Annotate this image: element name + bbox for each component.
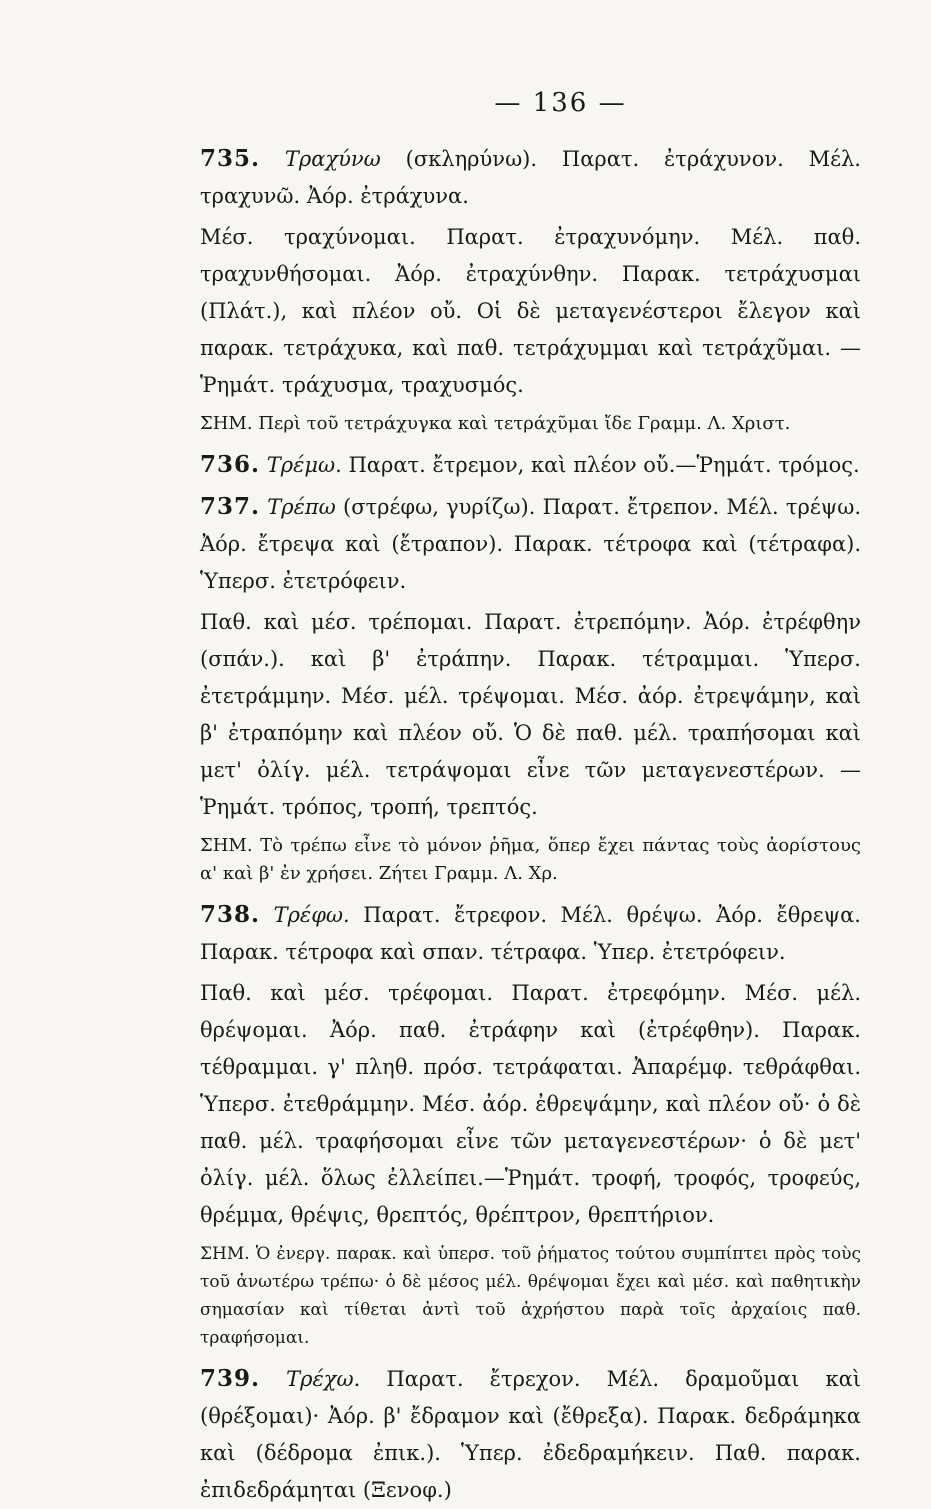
entry-paragraph: Παθ. καὶ μέσ. τρέφομαι. Παρατ. ἐτρεφόμην. Μέσ. μέλ. θρέψομαι. Ἀόρ. παθ. ἐτράφην καὶ (ἐτρέφθην). Παρακ. τέθραμμαι. γ' πληθ. πρόσ. τετράφαται. Ἀπαρέμφ. τεθράφθαι. Ὑπερσ. ἐτεθράμμην. Μέσ. ἀόρ. ἐθρεψάμην, καὶ πλέον οὔ· ὁ δὲ παθ. μέλ. τραφήσομαι εἶνε τῶν μεταγενεστέρων· ὁ δὲ μετ' ὀλίγ. μέλ. ὅλως ἐλλείπει.—Ῥημάτ. τροφή, τροφός, τροφεύς, θρέμμα, θρέψις, θρεπτός, θρέπτρον, θρεπτήριον. (200, 981, 861, 1227)
entry-number: 738. (200, 901, 261, 928)
entry-number: 735. (200, 145, 261, 172)
entry-headword: Τραχύνω (284, 147, 381, 171)
entry-736 (200, 446, 861, 484)
entry-739 (200, 1360, 861, 1509)
entry-number: 739. (200, 1365, 261, 1392)
entry-735 (200, 140, 861, 404)
entry-lead (200, 896, 861, 971)
entry-lead (200, 488, 861, 600)
entry-lead (200, 140, 861, 215)
page-number: — 136 — (494, 88, 627, 118)
entry-lead-text: Παρατ. ἔτρεχον. Μέλ. δραμοῦμαι καὶ (θρέξομαι)· Ἀόρ. β' ἔδραμον καὶ (ἔθρεξα). Παρακ. δεδράμηκα καὶ (δέδρομα ἐπικ.). Ὑπερ. ἐδεδραμήκειν. Παθ. παρακ. ἐπιδεδράμηται (Ξενοφ.) (200, 1367, 861, 1502)
entry-number: 736. (200, 451, 261, 478)
entry-number: 737. (200, 493, 261, 520)
note-735: ΣΗΜ. Περὶ τοῦ τετράχυγκα καὶ τετράχῦμαι ἴδε Γραμμ. Λ. Χριστ. (200, 413, 791, 434)
note-737: ΣΗΜ. Τὸ τρέπω εἶνε τὸ μόνον ῥῆμα, ὅπερ ἔχει πάντας τοὺς ἀορίστους α' καὶ β' ἐν χρήσει. Ζήτει Γραμμ. Λ. Χρ. (200, 835, 861, 884)
entry-paragraph: Παθ. καὶ μέσ. τρέπομαι. Παρατ. ἐτρεπόμην. Ἀόρ. ἐτρέφθην (σπάν.). καὶ β' ἐτράπην. Παρακ. τέτραμμαι. Ὑπερσ. ἐτετράμμην. Μέσ. μέλ. τρέψομαι. Μέσ. ἀόρ. ἐτρεψάμην, καὶ β' ἐτραπόμην καὶ πλέον οὔ. Ὁ δὲ παθ. μέλ. τραπήσομαι καὶ μετ' ὀλίγ. μέλ. τετράψομαι εἶνε τῶν μεταγενεστέρων. — Ῥημάτ. τρόπος, τροπή, τρεπτός. (200, 610, 861, 819)
entry-lead (200, 446, 861, 484)
entry-lead (200, 1360, 861, 1509)
entry-737 (200, 488, 861, 826)
entry-headword: Τρέφω. (273, 903, 350, 927)
entry-lead-text: Παρατ. ἔτρεμον, καὶ πλέον οὔ.—Ῥημάτ. τρόμος. (348, 453, 860, 477)
entry-paragraph: Μέσ. τραχύνομαι. Παρατ. ἐτραχυνόμην. Μέλ. παθ. τραχυνθήσομαι. Ἀόρ. ἐτραχύνθην. Παρακ. τετράχυσμαι (Πλάτ.), καὶ πλέον οὔ. Οἱ δὲ μεταγενέστεροι ἔλεγον καὶ παρακ. τετράχυκα, καὶ παθ. τετράχυμμαι καὶ τετράχῦμαι. — Ῥημάτ. τράχυσμα, τραχυσμός. (200, 225, 861, 397)
entry-lead-text: (στρέφω, γυρίζω). Παρατ. ἔτρεπον. Μέλ. τρέψω. Ἀόρ. ἔτρεψα καὶ (ἔτραπον). Παρακ. τέτροφα καὶ (τέτραφα). Ὑπερσ. ἐτετρόφειν. (200, 495, 861, 593)
entry-lead-text: Παρατ. ἔτρεφον. Μέλ. θρέψω. Ἀόρ. ἔθρεψα. Παρακ. τέτροφα καὶ σπαν. τέτραφα. Ὑπερ. ἐτετρόφειν. (200, 903, 861, 964)
entry-headword: Τρέμω. (266, 453, 342, 477)
entry-headword: Τρέπω (267, 495, 336, 519)
entry-738 (200, 896, 861, 1234)
entry-headword: Τρέχω. (286, 1367, 361, 1391)
note-738: ΣΗΜ. Ὁ ἐνεργ. παρακ. καὶ ὑπερσ. τοῦ ῥήματος τούτου συμπίπτει πρὸς τοὺς τοῦ ἀνωτέρω τρέπω· ὁ δὲ μέσος μέλ. θρέψομαι ἔχει καὶ μέσ. καὶ παθητικὴν σημασίαν καὶ τίθεται ἀντὶ τοῦ ἀχρήστου παρὰ τοῖς ἀρχαίοις παθ. τραφήσομαι. (200, 1244, 861, 1348)
entry-lead-text: (σκληρύνω). Παρατ. ἐτράχυνον. Μέλ. τραχυνῶ. Ἀόρ. ἐτράχυνα. (200, 147, 861, 208)
